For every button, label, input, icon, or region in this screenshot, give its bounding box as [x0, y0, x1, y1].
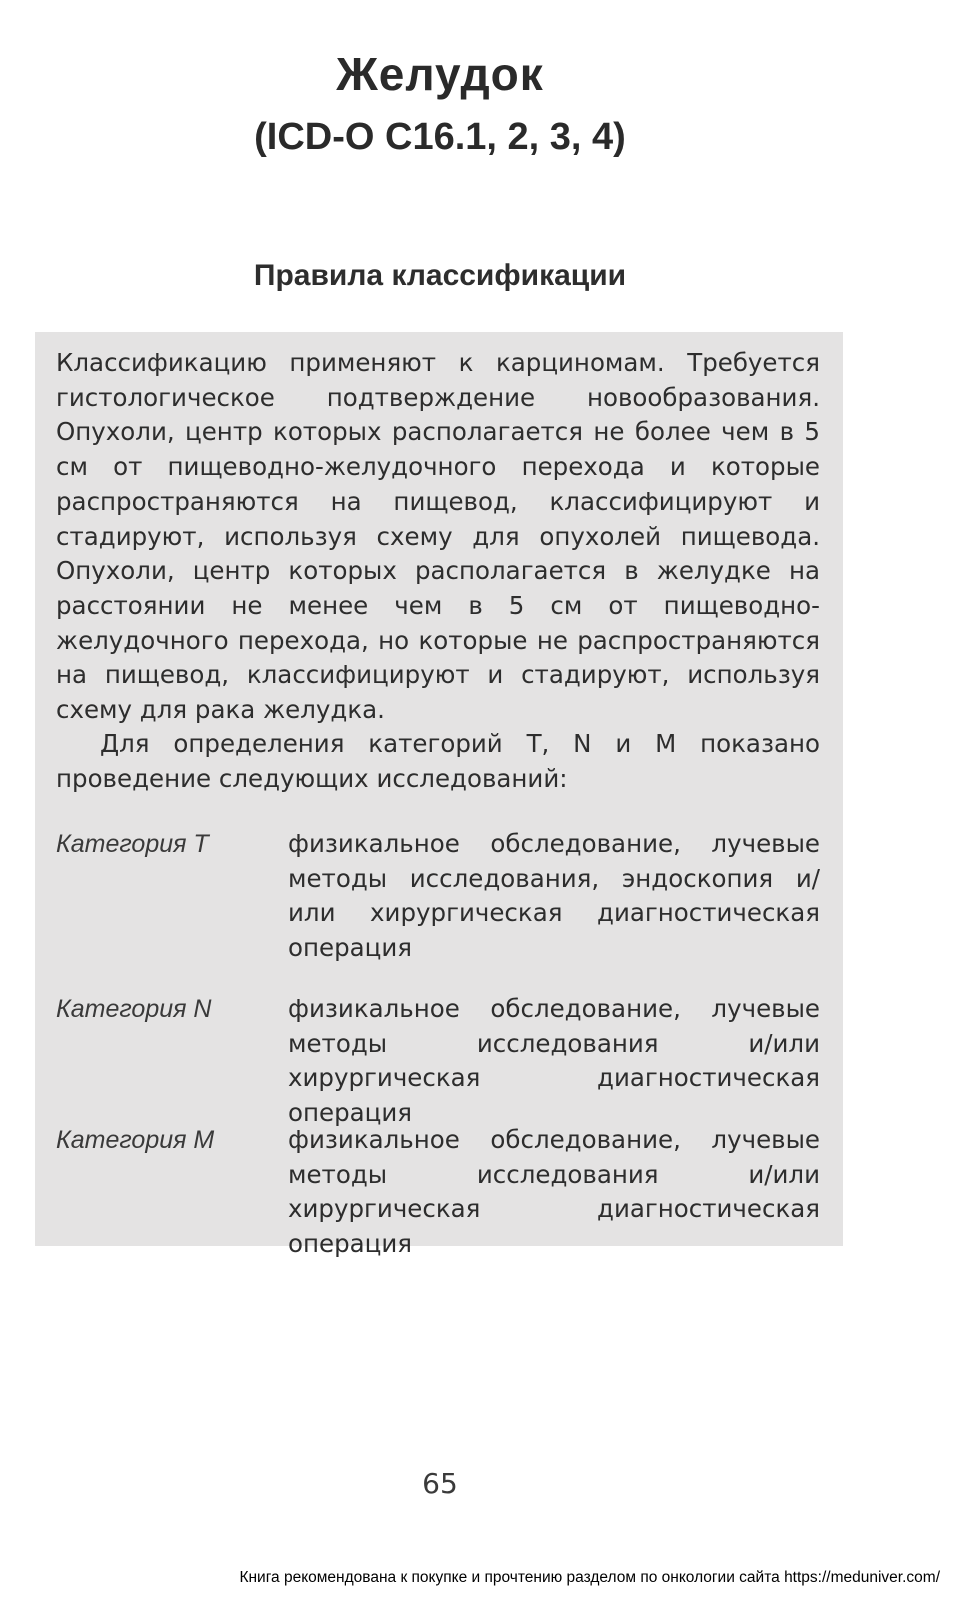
- footer-note: Книга рекомендована к покупке и прочтению разделом по онкологии сайта https://meduniver.com/: [239, 1569, 940, 1586]
- category-description: физикальное обследование, лучевые методы исследования и/или хирургическая диагностическая операция: [288, 1125, 820, 1259]
- intro-paragraph: Классификацию применяют к карциномам. Требуется гистологическое подтверждение новообразования. Опухоли, центр которых располагается не более чем в 5 см от пищеводно-желудочного перехода и которые распространяются на пищевод, классифицируют и стадируют, используя схему для опухолей пищевода. Опухоли, центр которых располагается в желудке на расстоянии не менее чем в 5 см от пищеводно-желудочного перехода, но которые не распространяются на пищевод, классифицируют и стадируют, используя схему для рака желудка.: [56, 348, 820, 725]
- category-label: Категория M: [56, 1126, 215, 1154]
- category-label: Категория T: [56, 830, 209, 858]
- category-description: физикальное обследование, лучевые методы исследования и/или хирургическая диагностическая операция: [288, 994, 820, 1128]
- exams-intro-paragraph: Для определения категорий T, N и M показано проведение следующих исследований:: [56, 729, 820, 793]
- category-label: Категория N: [56, 995, 212, 1023]
- icd-code-subtitle: (ICD-O C16.1, 2, 3, 4): [254, 116, 626, 158]
- page-title: Желудок: [336, 48, 544, 100]
- page-number: 65: [422, 1467, 458, 1500]
- section-heading: Правила классификации: [253, 259, 627, 292]
- category-description: физикальное обследование, лучевые методы исследования, эндоскопия и/или хирургическая диагностическая операция: [288, 829, 820, 963]
- classification-rules-box: [35, 332, 843, 1259]
